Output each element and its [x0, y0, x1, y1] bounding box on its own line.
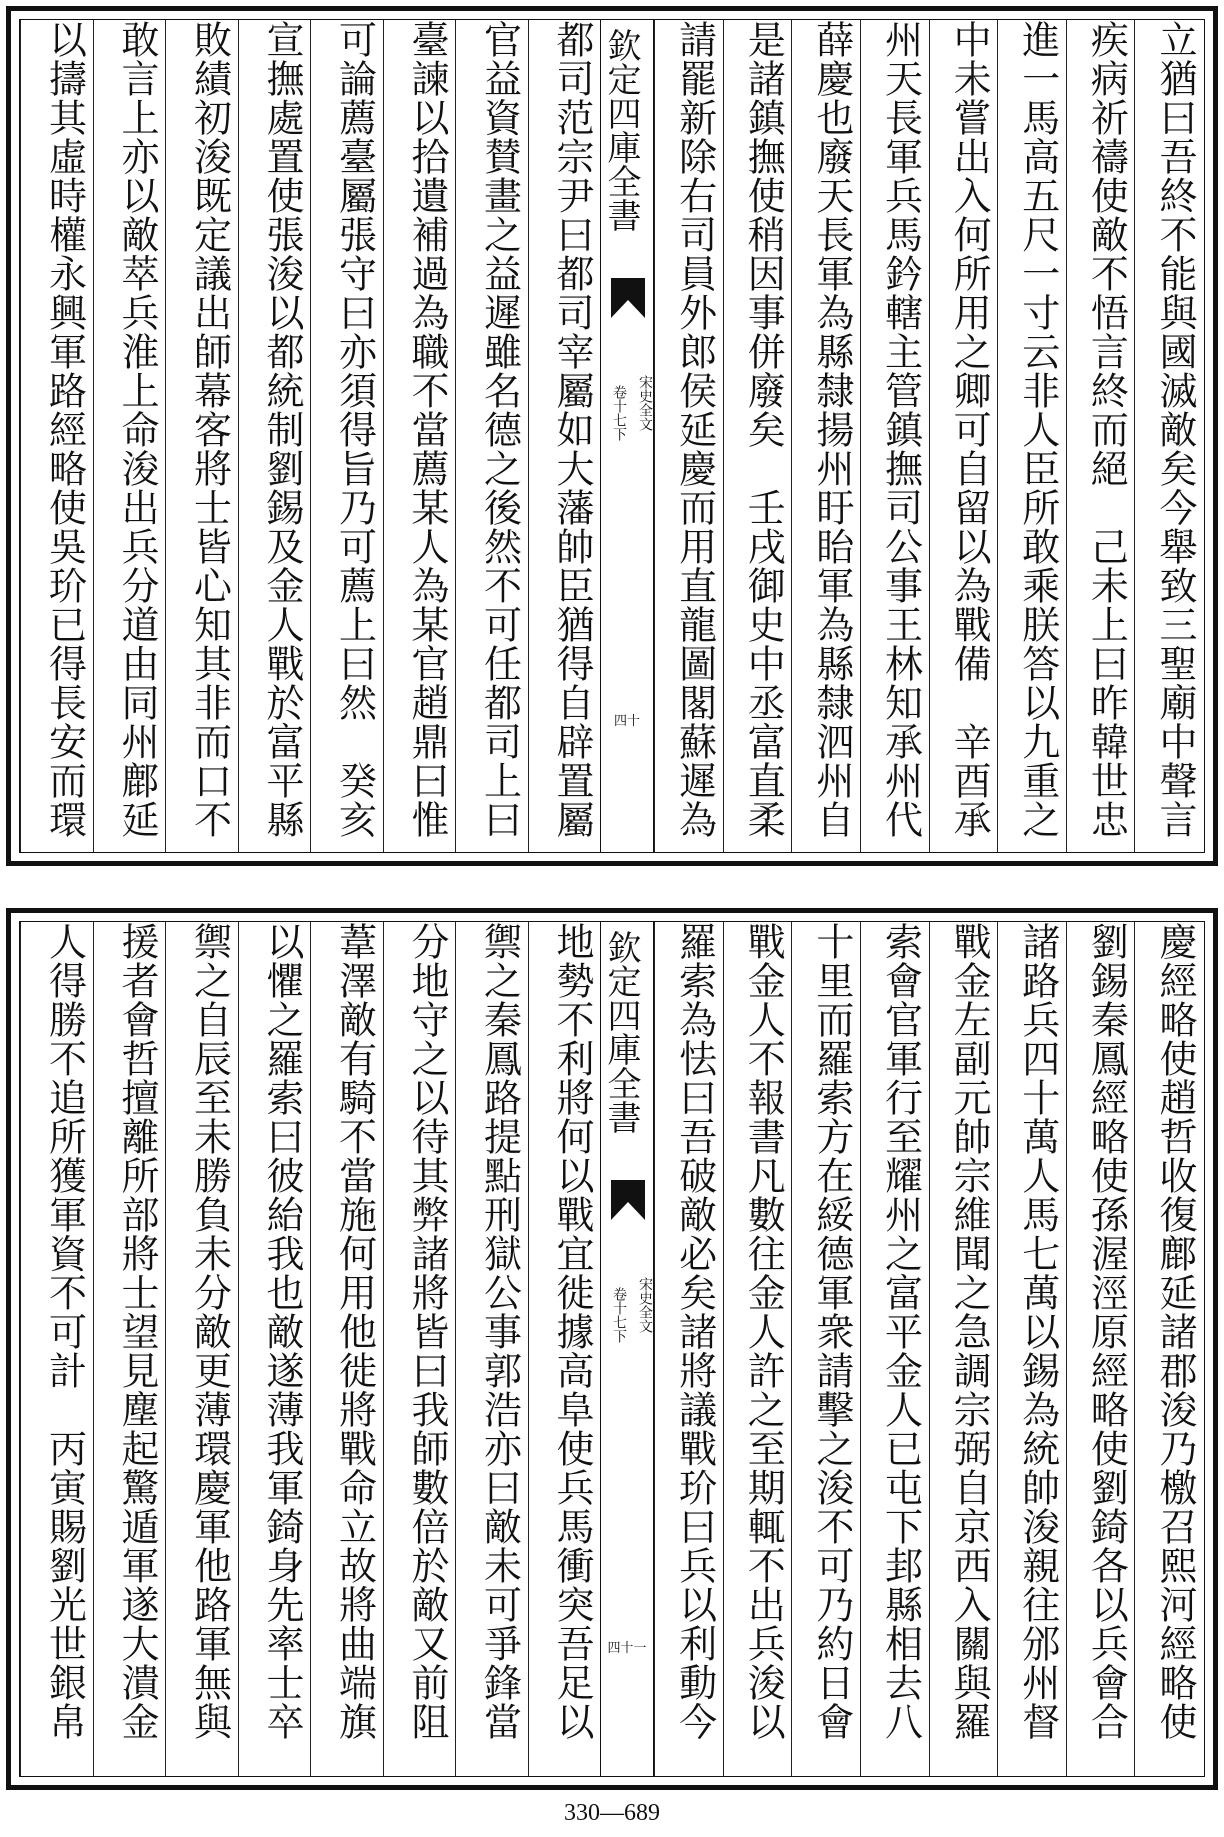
column-text: 慶經略使趙哲收復鄜延諸郡浚乃檄召熙河經略使	[1153, 922, 1197, 1741]
column-text: 葦澤敵有騎不當施何用他徙將戰命立故將曲端旗	[332, 922, 377, 1741]
text-column	[383, 922, 456, 1776]
column-text: 官益資賛畫之益遲雖名德之後然不可任都司上曰	[477, 20, 522, 839]
column-text: 宣撫處置使張浚以都統制劉錫及金人戰於富平縣	[260, 20, 304, 839]
lower-page-center-column	[600, 922, 654, 1776]
column-text: 援者會哲擅離所部將士望見塵起驚遁軍遂大潰金	[115, 922, 159, 1741]
upper-fishtail-mark	[611, 278, 645, 318]
lower-book-title: 欽定四庫全書	[601, 930, 641, 1134]
column-text: 州天長軍兵馬鈐轄主管鎮撫司公事王林知承州代	[878, 20, 923, 839]
text-column	[723, 20, 792, 852]
column-text: 地勢不利將何以戰宜徙據高阜使兵馬衝突吾足以	[550, 922, 594, 1741]
text-column	[860, 922, 929, 1776]
text-column	[997, 20, 1066, 852]
upper-page-frame	[6, 6, 1218, 866]
lower-fishtail-mark	[611, 1180, 645, 1220]
text-column	[93, 922, 166, 1776]
text-column	[455, 20, 528, 852]
text-column	[20, 20, 93, 852]
column-text: 是諸鎮撫使稍因事併廢矣 壬戌御史中丞富直柔	[741, 20, 786, 839]
upper-page-inner-border	[19, 19, 1205, 853]
lower-page-inner-border	[19, 921, 1205, 1777]
text-column	[455, 922, 528, 1776]
text-column	[791, 20, 860, 852]
text-column	[791, 922, 860, 1776]
text-column	[238, 20, 311, 852]
column-text: 禦之秦鳳路提點刑獄公事郭浩亦曰敵未可爭鋒當	[477, 922, 522, 1741]
upper-page-number: 四十	[613, 714, 640, 729]
column-text: 諸路兵四十萬人馬七萬以錫為統帥浚親往邠州督	[1015, 922, 1060, 1741]
column-text: 敢言上亦以敵萃兵淮上命浚出兵分道由同州鄜延	[115, 20, 159, 839]
upper-book-title: 欽定四庫全書	[601, 28, 641, 232]
text-column	[238, 922, 311, 1776]
column-text: 敗績初浚既定議出師幕客將士皆心知其非而口不	[187, 20, 232, 839]
page-code-footer: 330—689	[564, 1800, 660, 1826]
text-column	[310, 922, 383, 1776]
text-column	[20, 922, 93, 1776]
column-text: 都司范宗尹曰都司宰屬如大藩帥臣猶得自辟置屬	[550, 20, 594, 839]
column-text: 禦之自辰至未勝負未分敵更薄環慶軍他路軍無與	[187, 922, 232, 1741]
column-text: 戰金人不報書凡數往金人許之至期輒不出兵浚以	[741, 922, 786, 1741]
column-text: 以懼之羅索曰彼紿我也敵遂薄我軍錡身先率士卒	[260, 922, 304, 1741]
column-text: 疾病祈禱使敵不悟言終而絕 己未上曰昨韓世忠	[1084, 20, 1129, 839]
lower-page-frame	[6, 908, 1218, 1790]
text-column	[165, 922, 238, 1776]
column-text: 索會官軍行至耀州之富平金人已屯下邽縣相去八	[878, 922, 923, 1741]
text-column	[1066, 20, 1135, 852]
upper-volume-label: 卷十七下	[611, 385, 627, 441]
column-text: 請罷新除右司員外郎侯延慶而用直龍圖閣蘇遲為	[672, 20, 717, 839]
text-column	[929, 922, 998, 1776]
text-column	[723, 922, 792, 1776]
upper-page-center-column	[600, 20, 654, 852]
column-text: 十里而羅索方在綏德軍衆請擊之浚不可乃約日會	[809, 922, 854, 1741]
lower-volume-label: 卷十七下	[611, 1287, 627, 1343]
text-column	[929, 20, 998, 852]
lower-source-title: 宋史全文	[637, 1277, 653, 1333]
column-text: 可論薦臺屬張守曰亦須得旨乃可薦上曰然 癸亥	[332, 20, 377, 839]
column-text: 人得勝不追所獲軍資不可計 丙寅賜劉光世銀帛	[42, 922, 87, 1741]
lower-page-number: 四十一	[607, 1641, 647, 1656]
column-text: 進一馬高五尺一寸云非人臣所敢乘朕答以九重之	[1015, 20, 1060, 839]
text-column	[654, 20, 723, 852]
text-column	[997, 922, 1066, 1776]
text-column	[1134, 20, 1203, 852]
column-text: 中未嘗出入何所用之卿可自留以為戰備 辛酉承	[947, 20, 992, 839]
text-column	[310, 20, 383, 852]
upper-source-title: 宋史全文	[637, 375, 653, 431]
column-text: 戰金左副元帥宗維聞之急調宗弼自京西入關與羅	[947, 922, 992, 1741]
column-text: 羅索為怯曰吾破敵必矣諸將議戰玠曰兵以利動今	[672, 922, 717, 1741]
column-text: 以擣其虛時權永興軍路經略使吳玠已得長安而環	[42, 20, 87, 839]
column-text: 薛慶也廢天長軍為縣隸揚州盱眙軍為縣隸泗州自	[809, 20, 854, 839]
column-text: 劉錫秦鳳經略使孫渥涇原經略使劉錡各以兵會合	[1084, 922, 1129, 1741]
text-column	[93, 20, 166, 852]
text-column	[165, 20, 238, 852]
text-column	[1066, 922, 1135, 1776]
text-column	[860, 20, 929, 852]
text-column	[654, 922, 723, 1776]
text-column	[1134, 922, 1203, 1776]
column-text: 立猶曰吾終不能與國滅敵矣今舉致三聖廟中聲言	[1153, 20, 1197, 839]
column-text: 臺諫以拾遺補過為職不當薦某人為某官趙鼎曰惟	[405, 20, 449, 839]
column-text: 分地守之以待其弊諸將皆曰我師數倍於敵又前阻	[405, 922, 449, 1741]
text-column	[383, 20, 456, 852]
